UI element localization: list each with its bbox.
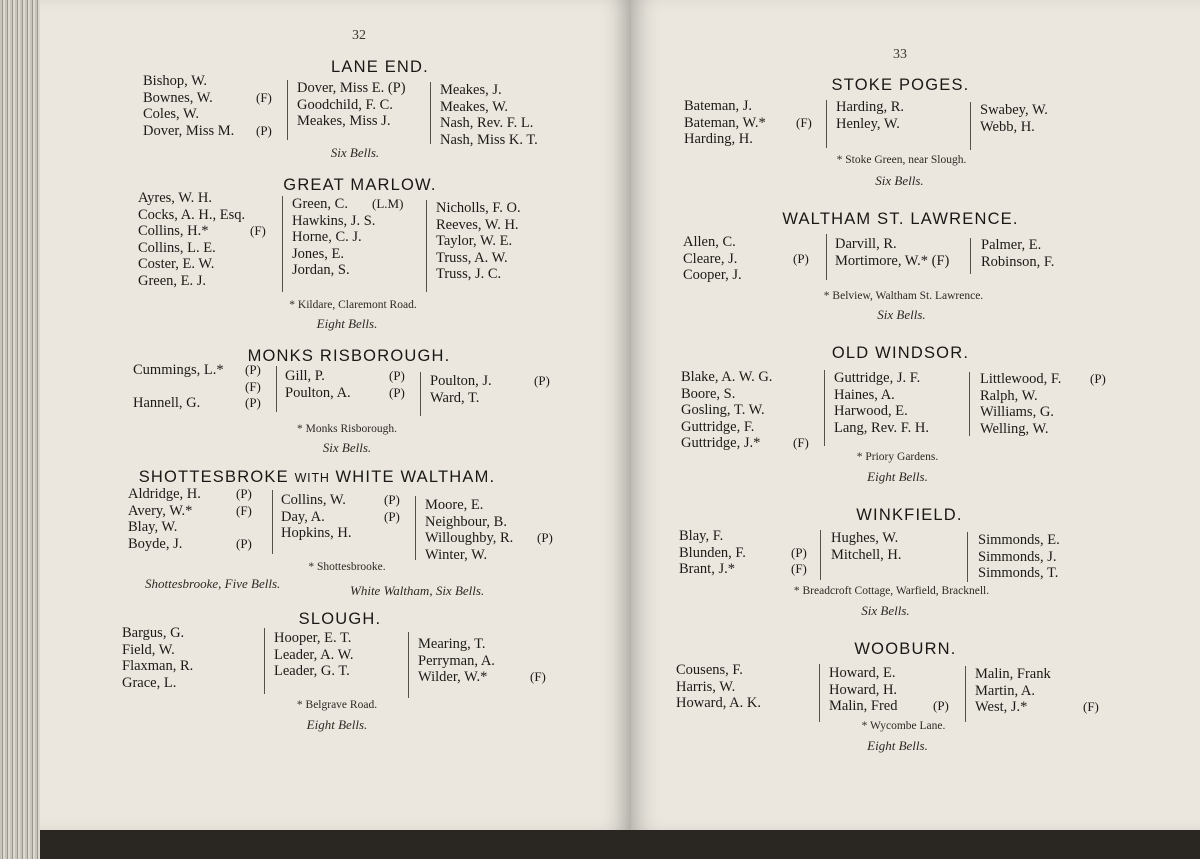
name-entry: Nicholls, F. O. [436,200,521,216]
bells-caption: White Waltham, Six Bells. [350,583,485,598]
address-note: * Shottesbrooke. [308,561,386,573]
name-entry: Harwood, E. [834,403,908,420]
name-entry [430,373,580,390]
ringer-mark: (F) [793,435,809,451]
name-entry: Meakes, J. [440,82,502,98]
name-entry: Bargus, G. [122,625,185,641]
column-divider [826,100,827,148]
name-entry: Darvill, R. [835,236,897,252]
name-text: Poulton, J. [430,373,492,389]
name-text: Bownes, W. [143,89,213,106]
name-entry: Truss, J. C. [436,266,502,283]
name-text: Green, E. J. [138,272,207,289]
book-page-edges [0,0,40,859]
name-text: Jones, E. [292,245,344,262]
name-entry: Grace, L. [122,674,177,691]
name-text: Allen, C. [683,234,736,250]
name-entry [418,669,578,686]
name-text: Blay, W. [128,519,178,536]
name-text: Collins, W. [281,492,346,508]
name-entry: Haines, A. [834,386,895,403]
name-column [425,497,585,563]
right-page [631,0,1200,830]
name-column [281,492,411,542]
name-entry [128,486,273,503]
name-text: Gill, P. [285,368,325,384]
ringer-mark: (P) [384,508,400,524]
name-entry [138,240,278,257]
section-title: STOKE POGES. [831,76,970,94]
bells-caption: Eight Bells. [867,738,928,753]
name-entry [980,388,1130,405]
ringer-mark: (F) [250,223,266,239]
name-entry [683,251,823,268]
name-entry [418,636,578,653]
name-entry: Leader, A. W. [274,646,354,663]
name-entry [138,256,278,273]
name-entry [133,379,273,396]
name-entry [292,229,422,246]
section-title: OLD WINDSOR. [831,344,970,362]
name-entry [980,371,1130,388]
name-text: Hannell, G. [133,395,201,412]
name-column [975,666,1145,716]
name-entry: Mortimore, W.* (F) [835,252,950,269]
ringer-mark: (F) [796,114,812,130]
ringer-mark: (F) [530,669,546,685]
column-divider [967,532,968,582]
name-entry [281,492,411,509]
name-column [430,373,580,406]
name-text: Ralph, W. [980,387,1038,404]
name-entry [292,196,422,213]
name-entry: Field, W. [122,641,175,658]
column-divider [970,102,971,150]
name-text: Blunden, F. [679,544,746,561]
name-column [683,234,823,284]
name-text: Welling, W. [980,420,1049,437]
name-text: Perryman, A. [418,652,495,669]
name-entry: Simmonds, T. [978,565,1059,582]
section-title: WOOBURN. [854,640,957,658]
name-entry [681,386,821,403]
name-entry [681,419,821,436]
ringer-mark: (F) [791,561,807,577]
name-column [676,662,761,712]
ringer-mark: (P) [793,250,809,266]
ringer-mark: (P) [384,492,400,507]
name-column [285,368,415,401]
name-entry [285,368,415,385]
name-text: Bateman, W.* [684,114,766,131]
name-entry [138,223,278,240]
section-title: MONKS RISBOROUGH. [247,347,451,365]
column-divider [282,196,283,292]
column-divider [824,370,825,446]
name-column [292,196,422,279]
name-entry [292,246,422,263]
name-text: Brant, J.* [679,561,735,578]
name-entry: Taylor, W. E. [436,233,513,250]
name-entry [975,666,1145,683]
name-entry [681,369,821,386]
name-column [297,80,406,130]
name-text: Blake, A. W. G. [681,369,773,385]
name-column [684,98,824,148]
section-title: SLOUGH. [298,610,382,628]
ringer-mark: (F) [256,89,272,105]
name-text: Blay, F. [679,528,724,544]
name-entry [425,497,585,514]
name-text: Ayres, W. H. [138,190,212,206]
name-entry [425,530,585,547]
name-column [440,82,538,148]
column-divider [420,372,421,416]
name-entry: Dover, Miss E. (P) [297,80,406,96]
name-entry [133,395,273,412]
column-divider [426,200,427,292]
name-entry [143,123,278,140]
title-part: SHOTTESBROKE [138,468,289,486]
column-divider [819,664,820,722]
column-divider [276,366,277,412]
name-text: Poulton, A. [285,384,351,401]
name-text: Aldridge, H. [128,486,201,502]
name-entry: Palmer, E. [981,237,1042,253]
name-text: Bishop, W. [143,73,208,89]
name-text: Hawkins, J. S. [292,212,376,229]
ringer-mark: (F) [1083,699,1099,715]
column-divider [826,234,827,280]
bells-caption: Eight Bells. [306,717,368,732]
ringer-mark: (P) [389,368,405,383]
name-entry [128,503,273,520]
name-column [143,73,278,139]
column-divider [430,82,431,144]
name-entry: Cousens, F. [676,662,743,678]
ringer-mark: (F) [245,378,261,394]
name-entry [679,561,819,578]
name-text: Guttridge, F. [681,418,755,435]
name-entry [975,699,1145,716]
name-column [436,200,521,283]
name-column [418,636,578,686]
name-entry [128,536,273,553]
address-note: * Belgrave Road. [296,699,378,711]
address-note: * Priory Gardens. [856,451,939,463]
name-text: Bateman, J. [684,98,753,114]
name-entry [285,385,415,402]
name-entry [681,402,821,419]
name-entry [143,90,278,107]
bells-caption: Six Bells. [330,145,380,160]
bells-caption: Six Bells. [322,440,372,455]
name-text: Dover, Miss M. [143,122,235,139]
name-column [122,625,193,691]
name-column [138,190,278,290]
name-text: Avery, W.* [128,502,193,519]
name-text: Littlewood, F. [980,371,1062,387]
name-column [133,362,273,412]
name-entry [679,545,819,562]
section-title: WINKFIELD. [856,506,963,524]
name-text: Winter, W. [425,546,488,563]
address-note: * Stoke Green, near Slough. [836,154,967,166]
ringer-mark: (P) [534,373,550,388]
ringer-mark: (L.M) [372,196,404,211]
name-text: Jordan, S. [292,262,350,279]
name-text: Willoughby, R. [425,530,514,547]
name-text: Mearing, T. [418,636,486,652]
ringer-mark: (P) [245,362,261,377]
name-text: Horne, C. J. [292,229,362,246]
name-entry [138,190,278,207]
name-entry [829,665,964,682]
column-divider [272,490,273,554]
name-entry: Reeves, W. H. [436,216,519,233]
name-text: Moore, E. [425,497,484,513]
name-entry: Simmonds, J. [978,548,1057,565]
name-entry [425,514,585,531]
name-column [981,237,1054,270]
name-text: Day, A. [281,508,325,525]
name-entry: Flaxman, R. [122,658,194,675]
section-title: WALTHAM ST. LAWRENCE. [782,210,1019,228]
ringer-mark: (P) [1090,371,1106,386]
address-note: * Monks Risborough. [297,423,397,435]
name-entry [980,404,1130,421]
name-entry [683,234,823,251]
name-entry [975,683,1145,700]
name-entry: Harris, W. [676,678,736,695]
name-column [128,486,273,552]
name-column [980,102,1048,135]
name-entry [143,73,278,90]
name-column [835,236,949,269]
name-text: Cleare, J. [683,250,738,267]
name-entry: Hooper, E. T. [274,630,352,646]
name-entry: Hughes, W. [831,530,899,546]
name-text: Hopkins, H. [281,525,352,542]
name-entry [292,213,422,230]
ringer-mark: (P) [933,698,949,714]
name-entry: Robinson, F. [981,253,1055,270]
name-text: Wilder, W.* [418,669,488,686]
name-column [679,528,819,578]
column-divider [820,530,821,580]
name-entry: Simmonds, E. [978,532,1060,548]
name-entry: Harding, R. [836,99,905,115]
name-entry [292,262,422,279]
name-text: Boyde, J. [128,535,183,552]
ringer-mark: (P) [236,535,252,551]
ringer-mark: (P) [537,530,553,546]
name-entry: Truss, A. W. [436,249,508,266]
name-text: Howard, E. [829,665,896,681]
column-divider [965,666,966,722]
address-note: * Wycombe Lane. [861,720,946,732]
bells-caption: Eight Bells. [867,469,928,484]
name-entry: Nash, Rev. F. L. [440,115,534,132]
name-column [829,665,964,715]
name-text: Cocks, A. H., Esq. [138,206,246,223]
name-entry [829,682,964,699]
name-entry: Meakes, Miss J. [297,113,391,130]
bells-caption: Shottesbrooke, Five Bells. [145,576,281,591]
name-entry: Webb, H. [980,118,1035,135]
address-note: * Kildare, Claremont Road. [289,299,417,311]
section-title [40,468,612,487]
name-text: Gosling, T. W. [681,402,765,419]
column-divider [408,632,409,698]
name-entry [430,390,580,407]
name-entry [133,362,273,379]
name-entry [138,273,278,290]
ringer-mark: (P) [389,384,405,400]
left-page [40,0,631,830]
page-number: 33 [893,47,907,62]
name-column [836,99,904,132]
name-entry: Mitchell, H. [831,546,902,563]
name-entry: Henley, W. [836,115,900,132]
name-column [681,369,821,452]
bells-caption: Six Bells. [875,173,924,188]
bells-caption: Six Bells. [877,307,926,322]
section-title: GREAT MARLOW. [283,176,437,194]
name-entry: Guttridge, J. F. [834,370,921,386]
name-entry [128,519,273,536]
name-entry: Leader, G. T. [274,663,350,680]
name-entry: Meakes, W. [440,98,509,115]
name-entry [681,435,821,452]
name-entry: Swabey, W. [980,102,1048,118]
name-text: Guttridge, J.* [681,435,761,452]
name-text: Collins, H.* [138,223,209,240]
name-entry [684,98,824,115]
name-entry [980,421,1130,438]
name-text: Collins, L. E. [138,239,216,256]
column-divider [415,496,416,560]
name-entry [281,509,411,526]
name-text: Neighbour, B. [425,513,507,530]
ringer-mark: (P) [236,486,252,501]
name-entry [679,528,819,545]
name-text: Coles, W. [143,106,199,123]
name-text: Cummings, L.* [133,362,224,378]
name-text: Ward, T. [430,389,480,406]
column-divider [969,372,970,436]
name-text: Cooper, J. [683,267,742,284]
column-divider [287,80,288,140]
name-entry [684,115,824,132]
name-entry [683,267,823,284]
name-entry [684,131,824,148]
name-entry [138,207,278,224]
name-text: Harding, H. [684,131,753,148]
ringer-mark: (P) [256,122,272,138]
address-note: * Belview, Waltham St. Lawrence. [823,290,984,302]
name-column [980,371,1130,437]
name-text: Coster, E. W. [138,256,215,273]
bells-caption: Six Bells. [861,603,910,618]
name-text: Boore, S. [681,385,736,402]
name-text: Martin, A. [975,682,1036,699]
ringer-mark: (P) [791,544,807,560]
name-column [274,630,354,680]
name-column [978,532,1060,582]
title-part: WITH [294,471,330,485]
ringer-mark: (F) [236,502,252,518]
name-text: Green, C. [292,196,348,212]
section-title: LANE END. [331,58,429,76]
name-text: West, J.* [975,699,1028,716]
name-entry [829,698,964,715]
name-entry [281,525,411,542]
name-text: Williams, G. [980,404,1054,421]
name-column [831,530,901,563]
name-entry: Nash, Miss K. T. [440,131,538,148]
column-divider [264,628,265,694]
ringer-mark: (P) [245,395,261,411]
name-entry: Lang, Rev. F. H. [834,419,929,436]
column-divider [970,238,971,274]
name-entry [418,653,578,670]
name-entry [143,106,278,123]
page-number: 32 [352,28,366,43]
name-entry: Goodchild, F. C. [297,96,393,113]
bells-caption: Eight Bells. [316,316,378,331]
name-text: Malin, Frank [975,666,1051,682]
name-entry: Howard, A. K. [676,695,761,712]
title-part: WHITE WALTHAM. [335,468,496,486]
name-column [834,370,929,436]
address-note: * Breadcroft Cottage, Warfield, Bracknell. [793,585,990,597]
name-text: Malin, Fred [829,698,898,715]
name-text: Howard, H. [829,681,898,698]
